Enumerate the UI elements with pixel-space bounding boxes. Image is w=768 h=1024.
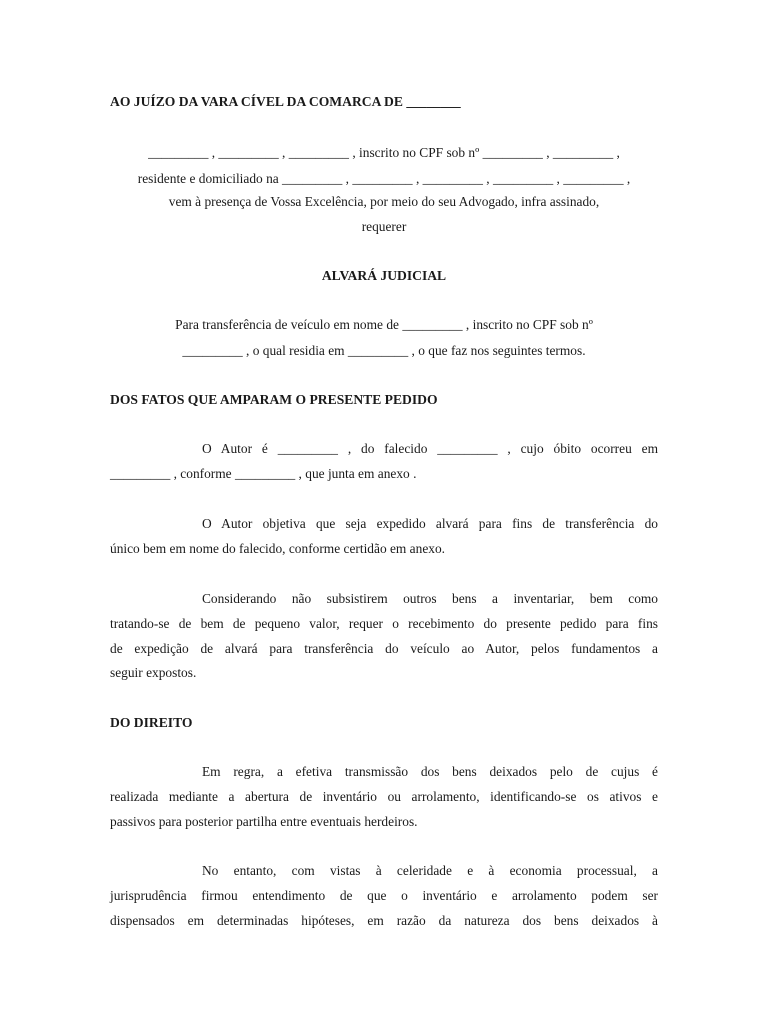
qualification-line-3: vem à presença de Vossa Excelência, por meio do seu Advogado, infra assinado, [168, 194, 600, 209]
facts-p3-line-4: seguir expostos. [110, 665, 197, 680]
law-p2-line-1: No entanto, com vistas à celeridade e à economia processual, a [202, 863, 658, 878]
facts-p3-line-3: de expedição de alvará para transferência do veículo ao Autor, pelos fundamentos a [110, 641, 658, 656]
facts-p3-line-1: Considerando não subsistirem outros bens a inventariar, bem como [202, 591, 658, 606]
law-p1-line-2: realizada mediante a abertura de inventário ou arrolamento, identificando-se os ativos e [110, 789, 658, 804]
facts-p3-line-2: tratando-se de bem de pequeno valor, requer o recebimento do presente pedido para fins [110, 616, 658, 631]
facts-p1-line-1: O Autor é _________ , do falecido _________ , cujo óbito ocorreu em [202, 441, 658, 456]
facts-p2-line-2: único bem em nome do falecido, conforme certidão em anexo. [110, 541, 446, 556]
purpose-line-2: _________ , o qual residia em _________ , o que faz nos seguintes termos. [182, 343, 586, 358]
law-p1-line-1: Em regra, a efetiva transmissão dos bens deixados pelo de cujus é [202, 764, 658, 779]
law-p2-line-2: jurisprudência firmou entendimento de que o inventário e arrolamento podem ser [110, 888, 658, 903]
law-p1-line-3: passivos para posterior partilha entre eventuais herdeiros. [110, 814, 418, 829]
purpose-line-1: Para transferência de veículo em nome de _________ , inscrito no CPF sob nº [175, 317, 593, 332]
qualification-line-4: requerer [361, 219, 407, 234]
facts-p2-line-1: O Autor objetiva que seja expedido alvará para fins de transferência do [202, 516, 658, 531]
section-law-heading: DO DIREITO [110, 715, 193, 730]
law-p2-line-3: dispensados em determinadas hipóteses, em razão da natureza dos bens deixados à [110, 913, 658, 928]
court-heading: AO JUÍZO DA VARA CÍVEL DA COMARCA DE ________ [110, 94, 461, 109]
section-facts-heading: DOS FATOS QUE AMPARAM O PRESENTE PEDIDO [110, 392, 438, 407]
document-title: ALVARÁ JUDICIAL [321, 268, 447, 283]
facts-p1-line-2: _________ , conforme _________ , que junta em anexo . [110, 466, 417, 481]
qualification-line-2: residente e domiciliado na _________ , _________ , _________ , _________ , _________ , [137, 171, 631, 186]
qualification-line-1: _________ , _________ , _________ , inscrito no CPF sob nº _________ , _________ , [148, 145, 620, 160]
